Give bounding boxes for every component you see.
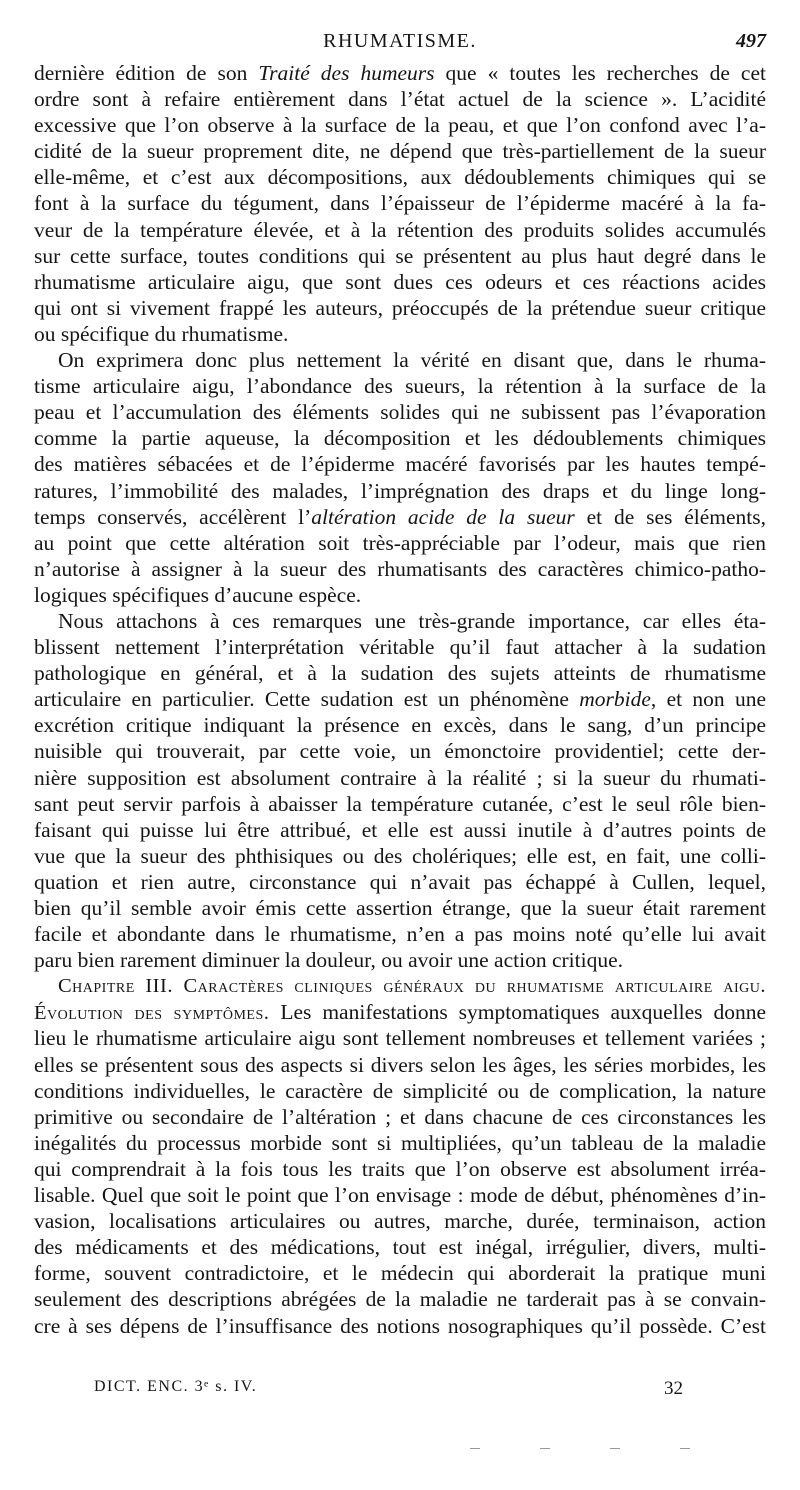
text-line [34,1313,766,1339]
text-run: blissent nettement l’interprétation véritable qu’il faut attacher à la sudation [34,635,766,660]
scan-mark [540,1448,550,1449]
text-run: facile et abondante dans le rhumatisme, n’en a pas moins noté qu’elle lui avait [34,922,766,947]
text-run: pathologique en général, et à la sudation des sujets atteints de rhumatisme [34,661,766,686]
text-run: rhumatisme articulaire aigu, que sont dues ces odeurs et ces réactions acides [34,269,766,294]
text-run: sant peut servir parfois à abaisser la température cutanée, c’est le seul rôle bien- [34,791,766,816]
text-run: forme, souvent contradictoire, et le médecin qui aborderait la pratique muni [34,1261,766,1286]
text-line [34,1208,766,1234]
page-footer [34,1378,766,1402]
text-run: et de ses éléments, [574,504,767,529]
text-line [34,608,766,634]
page-number: 497 [736,30,766,52]
text-run: ordre sont à refaire entièrement dans l’état actuel de la science ». L’acidité [34,87,766,112]
text-line [34,86,766,112]
text-line [34,947,766,973]
text-run: articulaire en particulier. Cette sudation est un phénomène [34,687,580,712]
text-run: des matières sébacées et de l’épiderme macéré favorisés par les hautes tempé- [34,452,766,477]
text-line [34,869,766,895]
text-run: tisme articulaire aigu, l’abondance des sueurs, la rétention à la surface de la [34,374,766,399]
text-run: qui ont si vivement frappé les auteurs, préoccupés de la prétendue sueur critique [34,295,766,320]
text-run: bien qu’il semble avoir émis cette assertion étrange, que la sueur était rarement [34,896,766,920]
text-run: n’autorise à assigner à la sueur des rhumatisants des caractères chimico-patho- [34,556,766,581]
text-run: peau et l’accumulation des éléments solides qui ne subissent pas l’évaporation [34,400,766,425]
sheet-number: 32 [664,1378,683,1399]
text-line [34,582,766,608]
text-run: nière supposition est absolument contraire à la réalité ; si la sueur du rhumati- [34,765,766,790]
text-run: lieu le rhumatisme articulaire aigu sont tellement nombreuses et tellement variées ; [34,1026,766,1051]
text-run: sur cette surface, toutes conditions qui se présentent au plus haut degré dans le [34,243,766,268]
text-line [34,634,766,660]
text-line [34,321,766,347]
paragraph [34,60,766,347]
text-line [34,843,766,869]
text-line [34,712,766,738]
text-run: ratures, l’immobilité des malades, l’imprégnation des draps et du linge long- [34,478,766,503]
running-head: RHUMATISME. [323,30,477,52]
text-run: excrétion critique indiquant la présence en excès, dans le sang, d’un principe [34,713,766,738]
text-line [34,451,766,477]
text-line [34,138,766,164]
text-line [34,1104,766,1130]
text-line [34,817,766,843]
text-line [34,1052,766,1078]
text-line [34,269,766,295]
chapter-section [34,973,766,1338]
italic-run: morbide [579,687,651,712]
text-run: cre à ses dépens de l’insuffisance des notions nosographiques qu’il possède. C’est [34,1313,766,1338]
text-run: veur de la température élevée, et à la rétention des produits solides accumulés [34,217,766,242]
text-line [34,895,766,921]
text-line [34,921,766,947]
text-run: seulement des descriptions abrégées de la maladie ne tarderait pas à se convain- [34,1287,766,1312]
text-run: conditions individuelles, le caractère de simplicité ou de complication, la nature [34,1078,766,1103]
text-line [34,504,766,530]
paragraph [34,608,766,973]
text-run: paru bien rarement diminuer la douleur, ou avoir une action critique. [34,948,623,973]
text-run: excessive que l’on observe à la surface de la peau, et que l’on confond avec l’a- [34,113,766,138]
text-run: Nous attachons à ces remarques une très-grande importance, car elles éta- [58,608,766,633]
text-run: font à la surface du tégument, dans l’épaisseur de l’épiderme macéré à la fa- [34,191,766,216]
text-run: elle-même, et c’est aux décompositions, aux dédoublements chimiques qui se [34,165,766,190]
text-line [34,478,766,504]
text-line [34,1286,766,1312]
text-line [34,1130,766,1156]
chapter-heading: Chapitre III. Caractères cliniques généraux du rhumatisme articulaire aigu. [58,975,766,998]
page-header [34,30,766,58]
scan-mark [680,1448,690,1449]
text-line [34,556,766,582]
text-run: Les manifestations symptomatiques auxquelles donne [269,1000,766,1025]
text-line [34,399,766,425]
text-run: elles se présentent sous des aspects si divers selon les âges, les séries morbides, les [34,1052,766,1077]
text-run: temps conservés, accélèrent l’ [34,504,312,529]
scan-mark [470,1448,480,1449]
text-run: faisant qui puisse lui être attribué, et elle est aussi inutile à d’autres points de [34,817,766,842]
text-line [34,738,766,764]
text-run: nuisible qui trouverait, par cette voie, un émonctoire providentiel; cette der- [34,739,766,764]
text-line [34,164,766,190]
italic-run: altération acide de la sueur [311,504,575,529]
text-line [34,1260,766,1286]
text-line [34,1234,766,1260]
text-run: ou spécifique du rhumatisme. [34,321,289,346]
text-line [34,425,766,451]
text-run: On exprimera donc plus nettement la vérité en disant que, dans le rhuma- [58,348,766,373]
text-run: primitive ou secondaire de l’altération ; et dans chacune de ces circonstances les [34,1104,766,1129]
text-line [34,1025,766,1051]
signature-mark: DICT. ENC. 3ᵉ s. IV. [94,1378,258,1395]
text-line [34,217,766,243]
text-line [34,999,766,1025]
text-line [34,765,766,791]
text-run: au point que cette altération soit très-appréciable par l’odeur, mais que rien [34,530,766,555]
text-line [34,60,766,86]
text-line [34,1156,766,1182]
text-line [34,686,766,712]
text-run: lisable. Quel que soit le point que l’on envisage : mode de début, phénomènes d’in- [34,1183,766,1208]
text-line [34,1182,766,1208]
text-line [34,373,766,399]
text-line [34,295,766,321]
text-line [34,530,766,556]
text-line [34,791,766,817]
text-line [34,347,766,373]
text-run: logiques spécifiques d’aucune espèce. [34,582,362,607]
text-run: inégalités du processus morbide sont si multipliées, qu’un tableau de la maladie [34,1130,766,1155]
text-run: vue que la sueur des phthisiques ou des cholériques; elle est, en fait, une colli- [34,843,766,868]
body-text [34,60,766,1339]
text-run: comme la partie aqueuse, la décomposition et les dédoublements chimiques [34,426,766,451]
text-line [34,190,766,216]
text-run: que « toutes les recherches de cet [434,61,766,85]
text-run: dernière édition de son [34,61,259,85]
text-line [34,112,766,138]
text-run: vasion, localisations articulaires ou autres, marche, durée, terminaison, action [34,1209,766,1234]
text-run: quation et rien autre, circonstance qui n’avait pas échappé à Cullen, lequel, [34,869,766,894]
text-run: , et non une [650,687,767,712]
text-run: cidité de la sueur proprement dite, ne dépend que très-partiellement de la sueur [34,139,766,164]
scan-mark [610,1448,620,1449]
text-line [34,660,766,686]
text-run: qui comprendrait à la fois tous les traits que l’on observe est absolument irréa- [34,1156,766,1181]
text-run: des médicaments et des médications, tout est inégal, irrégulier, divers, multi- [34,1235,766,1260]
paragraph [34,347,766,608]
italic-run: Traité des humeurs [258,61,435,85]
chapter-subheading: Évolution des symptômes. [34,1002,270,1025]
text-line [34,1078,766,1104]
text-line [34,243,766,269]
